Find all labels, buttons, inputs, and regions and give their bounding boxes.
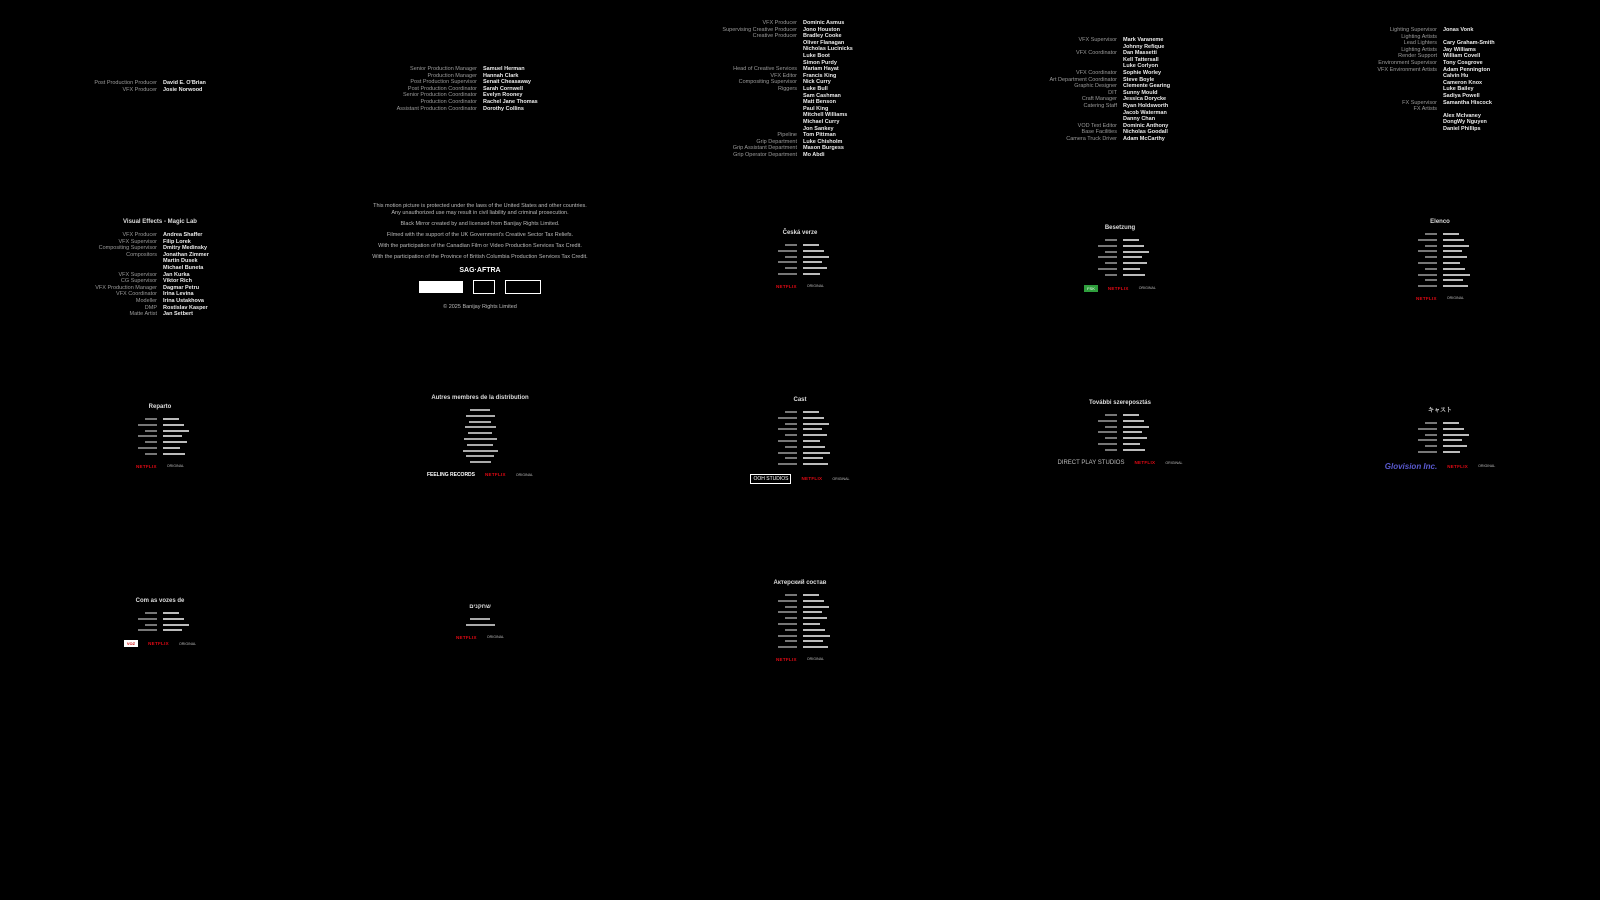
credits-grid	[1280, 27, 1600, 133]
credits-grid	[640, 410, 960, 468]
notice-line-2: Any unauthorized use may result in civil liability and criminal prosecution.	[391, 210, 569, 216]
credits-grid	[960, 37, 1280, 143]
logo-row	[960, 285, 1280, 292]
logo-row	[1280, 462, 1600, 471]
credit-name: Michael Buneta	[163, 264, 204, 271]
credit-role: Post Production Coordinator	[407, 85, 477, 92]
credit-name: Jacob Waterman	[1123, 109, 1167, 116]
illegible-role	[640, 645, 797, 651]
studio-logo: Glovision Inc.	[1384, 461, 1438, 471]
credit-role: Compositing Supervisor	[98, 245, 157, 252]
original-tag: ORIGINAL	[178, 641, 197, 646]
credits-list	[320, 617, 640, 629]
illegible-name	[1443, 284, 1600, 290]
illegible-role	[960, 448, 1117, 454]
credits-japanese	[1280, 405, 1600, 471]
credit-role: Graphic Designer	[1074, 83, 1117, 90]
credit-role	[960, 116, 1117, 123]
illegible-role	[960, 273, 1117, 279]
illegible-role	[1280, 284, 1437, 290]
russian-title: Актерский состав	[773, 580, 827, 586]
credit-role: DIT	[1108, 89, 1117, 96]
credit-role	[640, 99, 797, 106]
credit-name: Oliver Flanagan	[803, 39, 845, 46]
credit-role: VFX Production Manager	[95, 284, 157, 291]
original-tag: ORIGINAL	[1446, 296, 1465, 301]
credits-reparto	[0, 404, 320, 469]
hungarian-title: További szereposztás	[1089, 400, 1151, 406]
credits-czech	[640, 230, 960, 289]
credit-role	[1280, 113, 1437, 120]
credit-role	[640, 126, 797, 133]
credit-name: Matt Benson	[803, 99, 836, 106]
credit-role: Senior Production Manager	[410, 66, 477, 72]
netflix-logo: NETFLIX	[1134, 460, 1156, 466]
illegible-role	[640, 272, 797, 278]
credits-lighting	[1280, 27, 1600, 133]
credit-role	[1280, 73, 1437, 80]
credit-role: VFX Supervisor	[1078, 37, 1117, 43]
credit-role	[960, 57, 1117, 64]
illegible-line	[320, 623, 640, 629]
credit-name: Simon Purdy	[803, 59, 837, 66]
credit-name: Tony Cosgrove	[1443, 59, 1483, 66]
credit-name: Calvin Hu	[1443, 73, 1469, 80]
credit-role: DMP	[144, 304, 157, 311]
credit-name: Mariam Hayat	[803, 66, 839, 73]
credit-name: Nick Curry	[803, 79, 831, 86]
credit-name: Cameron Knox	[1443, 79, 1483, 86]
credit-role: Supervising Creative Producer	[722, 26, 797, 33]
credit-role	[960, 110, 1117, 117]
credit-role: Grip Assistant Department	[732, 145, 797, 152]
netflix-logo: NETFLIX	[1107, 285, 1129, 291]
credit-role: Lighting Supervisor	[1389, 27, 1437, 33]
logo-row	[0, 464, 320, 469]
illegible-name	[1123, 448, 1280, 454]
illegible-name	[163, 628, 320, 634]
credit-role	[1280, 86, 1437, 93]
credit-name: Evelyn Rooney	[483, 92, 523, 99]
credit-role: Render Support	[1398, 53, 1437, 60]
credit-role	[640, 112, 797, 119]
credit-name: Dominic Asmus	[803, 20, 845, 26]
credits-grid	[1280, 232, 1600, 290]
credit-name	[1443, 34, 1600, 41]
credit-name: Kell Tattersall	[1123, 56, 1159, 63]
notice-line-4: Filmed with the support of the UK Government's Creative Sector Tax Reliefs.	[386, 232, 574, 238]
credit-name: Jonas Vonk	[1443, 27, 1474, 33]
credits-grid	[320, 66, 640, 112]
credits-grid	[960, 238, 1280, 279]
credit-role: VFX Coordinator	[116, 291, 157, 298]
credit-name: Hannah Clark	[483, 72, 519, 79]
credit-name: Bradley Cooke	[803, 33, 842, 40]
credit-name: Irina Levina	[163, 291, 194, 298]
union-logo-row	[320, 267, 640, 274]
credit-role: VFX Producer	[762, 20, 797, 26]
credit-role: Grip Department	[756, 138, 797, 145]
cast-title: Cast	[793, 397, 807, 403]
credit-name: Dmitry Medinsky	[163, 245, 208, 252]
credit-role	[1280, 119, 1437, 126]
credits-list	[320, 408, 640, 466]
netflix-logo: NETFLIX	[775, 283, 797, 289]
credit-role: VFX Coordinator	[1076, 69, 1117, 76]
credit-name: Danny Chan	[1123, 116, 1156, 123]
credit-role	[640, 106, 797, 113]
credit-name: Jessica Dorycke	[1123, 96, 1167, 103]
notice-line-5: With the participation of the Canadian Film or Video Production Services Tax Credit.	[378, 243, 582, 249]
credit-role: Catering Staff	[1083, 102, 1117, 109]
credits-russian	[640, 580, 960, 662]
logo-row	[320, 472, 640, 478]
credit-role: FX Supervisor	[1402, 99, 1437, 106]
credit-name: Martin Dusek	[163, 258, 198, 265]
ontario-logo	[473, 280, 495, 294]
reparto-title: Reparto	[148, 404, 172, 410]
credit-role: VFX Editor	[770, 72, 797, 79]
credit-name: Nicholas Lucinicks	[803, 46, 853, 53]
studio-logo: DIRECT PLAY STUDIOS	[1057, 459, 1125, 466]
credit-name: Samantha Hiscock	[1443, 99, 1492, 106]
original-tag: ORIGINAL	[806, 657, 825, 662]
credit-name: Cary Graham-Smith	[1443, 40, 1495, 47]
original-tag: ORIGINAL	[1478, 464, 1496, 469]
credit-name: Jono Houston	[803, 26, 840, 33]
studio-logo: FEELING RECORDS	[426, 471, 475, 478]
credits-vfx	[0, 219, 320, 318]
credit-name: Rachel Jane Thomas	[483, 98, 538, 105]
credit-name: Jan Kurka	[163, 271, 190, 278]
credit-role: Lighting Artists	[1401, 33, 1437, 40]
credit-name: Mark Varaneme	[1123, 37, 1164, 43]
credit-role: Camera Truck Driver	[1066, 135, 1117, 142]
netflix-logo: NETFLIX	[455, 634, 477, 640]
credit-role: Assistant Production Coordinator	[396, 105, 477, 112]
credit-role	[640, 93, 797, 100]
logo-row	[960, 460, 1280, 466]
netflix-logo: NETFLIX	[135, 463, 157, 469]
credit-role: VOD Text Editor	[1077, 122, 1117, 129]
logo-row	[1280, 296, 1600, 301]
credit-role: CG Supervisor	[120, 278, 157, 285]
illegible-name	[1123, 273, 1280, 279]
credit-role: Post Production Supervisor	[410, 79, 477, 86]
original-tag: ORIGINAL	[1138, 286, 1156, 291]
credit-role	[640, 46, 797, 53]
illegible-name	[163, 452, 320, 458]
credit-role: Head of Creative Services	[733, 66, 797, 73]
credit-role: Post Production Producer	[94, 80, 157, 86]
credits-hebrew	[320, 604, 640, 640]
credit-name: Jan Setbert	[163, 311, 193, 318]
credits-grid	[640, 593, 960, 651]
netflix-logo: NETFLIX	[1447, 463, 1469, 469]
credits-production	[320, 66, 640, 112]
credit-role: Riggers	[778, 85, 797, 92]
credit-name: Sam Cashman	[803, 92, 841, 99]
logo-row	[640, 284, 960, 289]
credit-role: Base Facilities	[1081, 129, 1117, 136]
credit-name: Luke Bailey	[1443, 86, 1474, 93]
credit-role	[1280, 80, 1437, 87]
credit-name: Daniel Phillips	[1443, 125, 1481, 132]
credit-role: Modeller	[135, 297, 157, 304]
japanese-title: キャスト	[1427, 408, 1452, 414]
credit-role	[0, 258, 157, 265]
illegible-line	[320, 460, 640, 466]
credit-role	[960, 44, 1117, 51]
credit-role: FX Artists	[1413, 106, 1437, 113]
original-tag: ORIGINAL	[166, 464, 185, 469]
credit-name: Adam McCarthy	[1123, 135, 1165, 142]
netflix-logo: NETFLIX	[1415, 295, 1437, 301]
credit-role: VFX Producer	[122, 86, 157, 93]
notice-line-6: With the participation of the Province of British Columbia Production Services Tax Credit.	[372, 254, 588, 260]
credits-portuguese-voices	[0, 598, 320, 647]
credits-grid	[1280, 421, 1600, 456]
credit-name: Luke Bull	[803, 85, 828, 92]
credits-grid	[0, 80, 320, 93]
credit-name: Alex McIvaney	[1443, 112, 1481, 119]
netflix-logo: NETFLIX	[801, 476, 823, 482]
credit-name: Samuel Herman	[483, 66, 525, 72]
credit-name: Mo Abdi	[803, 151, 825, 158]
credits-grid	[0, 611, 320, 634]
credit-name: David E. O'Brian	[163, 80, 206, 86]
quebec-logo	[505, 280, 541, 294]
original-tag: ORIGINAL	[1165, 460, 1183, 465]
credit-name: Nicholas Goodall	[1123, 129, 1168, 136]
credit-role: Environment Supervisor	[1378, 59, 1437, 66]
credit-name: DongWy Nguyen	[1443, 119, 1487, 126]
credit-name: Paul King	[803, 105, 829, 112]
credit-name: Jay Williams	[1443, 46, 1476, 53]
credit-name: Jonathan Zimmer	[163, 251, 209, 258]
credit-name: Ryan Holdsworth	[1123, 102, 1169, 109]
notice-line-3: Black Mirror created by and licensed from Banijay Rights Limited.	[400, 221, 560, 227]
credit-role: Senior Production Coordinator	[403, 92, 477, 99]
credit-name: Sadiya Powell	[1443, 92, 1480, 99]
voice-badge: VOZ	[124, 640, 138, 647]
credit-role: Production Coordinator	[420, 98, 477, 105]
credit-name: Luke Boot	[803, 52, 830, 59]
illegible-name	[803, 645, 960, 651]
credit-name: Luke Chisholm	[803, 138, 843, 145]
original-tag: ORIGINAL	[806, 284, 825, 289]
credit-role	[640, 60, 797, 67]
credit-role	[640, 119, 797, 126]
credit-name: Steve Boyle	[1123, 76, 1155, 83]
illegible-role	[0, 452, 157, 458]
credit-name: Tom Pittman	[803, 132, 836, 139]
credit-name: Senait Cheasaway	[483, 79, 531, 86]
original-tag: ORIGINAL	[832, 476, 850, 481]
credit-name: Michael Curry	[803, 118, 840, 125]
credit-role	[640, 53, 797, 60]
credits-crew-mid	[640, 20, 960, 158]
credit-name: Dan Massetti	[1123, 50, 1157, 57]
credit-name: Adam Pennington	[1443, 66, 1491, 73]
credit-name: Sophie Worley	[1123, 69, 1162, 76]
credit-role: VFX Environment Artists	[1377, 66, 1437, 73]
credit-name	[1443, 106, 1600, 113]
credits-french	[320, 395, 640, 478]
netflix-logo: NETFLIX	[775, 656, 797, 662]
credit-role: Craft Manager	[1081, 96, 1117, 103]
credit-role: VFX Producer	[122, 232, 157, 238]
credit-role: Lighting Artists	[1401, 46, 1437, 53]
illegible-role	[1280, 450, 1437, 456]
credit-name: Andrea Shaffer	[163, 232, 203, 238]
credit-role: Pipeline	[777, 132, 797, 139]
illegible-name	[1443, 450, 1600, 456]
credits-grid	[0, 232, 320, 318]
credit-name: Josie Norwood	[163, 86, 203, 93]
partner-logo-row	[320, 280, 640, 294]
credit-role: VFX Coordinator	[1076, 50, 1117, 57]
illegible-role	[640, 462, 797, 468]
voices-title: Com as vozes de	[135, 598, 185, 604]
credit-role	[1280, 126, 1437, 133]
credit-name: Irina Ustakhova	[163, 297, 204, 304]
original-tag: ORIGINAL	[486, 635, 505, 640]
french-title: Autres membres de la distribution	[431, 395, 529, 401]
sag-aftra-logo: SAG·AFTRA	[459, 267, 501, 274]
credits-grid	[960, 413, 1280, 454]
credit-role	[640, 40, 797, 47]
credit-name: Clemente Gearing	[1123, 83, 1171, 90]
logo-row	[0, 640, 320, 647]
notice-line-1: This motion picture is protected under the laws of the United States and other countries.	[373, 203, 587, 209]
credit-role: Art Department Coordinator	[1049, 76, 1117, 83]
credit-role: Matte Artist	[129, 311, 157, 318]
credits-hungarian	[960, 400, 1280, 466]
original-tag: ORIGINAL	[515, 472, 534, 477]
credit-role	[0, 265, 157, 272]
credit-name: Jon Sankey	[803, 125, 834, 132]
credits-post	[0, 80, 320, 93]
credit-name: Sarah Cornwell	[483, 85, 524, 92]
credits-crew-right	[960, 37, 1280, 143]
credit-role	[960, 63, 1117, 70]
logo-row	[640, 474, 960, 484]
credit-name: Dorothy Collins	[483, 105, 524, 112]
credits-grid	[0, 417, 320, 458]
credits-german	[960, 225, 1280, 292]
illegible-name	[803, 272, 960, 278]
elenco-title: Elenco	[1430, 219, 1450, 225]
netflix-logo: NETFLIX	[148, 641, 169, 647]
credit-role: Compositing Supervisor	[738, 79, 797, 86]
illegible-name	[803, 462, 960, 468]
credits-portuguese-cast	[1280, 219, 1600, 301]
credit-name: Sunny Mould	[1123, 89, 1158, 96]
credit-name: William Covell	[1443, 53, 1481, 60]
credit-name: Francis King	[803, 72, 837, 79]
czech-title: Česká verze	[782, 230, 818, 236]
credit-role: Grip Operator Department	[733, 151, 797, 158]
credit-role: VFX Supervisor	[118, 238, 157, 245]
credit-name: Johnny Refique	[1123, 43, 1165, 50]
logo-row	[640, 657, 960, 662]
credit-name: Dagmar Petru	[163, 284, 200, 291]
credit-role: Compositors	[126, 251, 157, 258]
copyright: © 2025 Banijay Rights Limited	[443, 304, 517, 310]
illegible-role	[0, 628, 157, 634]
credit-role	[1280, 93, 1437, 100]
fsk-badge: FSK	[1084, 285, 1098, 292]
credit-role: Lead Lighters	[1403, 40, 1437, 47]
logo-row	[320, 635, 640, 640]
legal-notice	[320, 203, 640, 311]
credit-name: Dominic Anthony	[1123, 122, 1169, 129]
credit-role: VFX Supervisor	[118, 271, 157, 278]
credit-name: Viktor Rich	[163, 278, 192, 285]
credit-name: Luke Corlyon	[1123, 63, 1159, 70]
hebrew-title: שחקנים	[469, 604, 491, 610]
german-title: Besetzung	[1104, 225, 1136, 231]
credits-cast	[640, 397, 960, 484]
credit-role: Production Manager	[427, 72, 477, 79]
vfx-title: Visual Effects - Magic Lab	[123, 219, 197, 225]
credit-name: Mitchell Williams	[803, 112, 848, 119]
credit-name: Filip Lorek	[163, 238, 191, 245]
credits-grid	[640, 20, 960, 158]
credit-role: Creative Producer	[752, 33, 797, 40]
studio-logo: OOH STUDIOS	[750, 474, 791, 484]
credit-name: Mason Burgess	[803, 145, 844, 152]
credits-grid	[640, 243, 960, 278]
credit-name: Rostislav Kasper	[163, 304, 208, 311]
bc-film-logo	[419, 281, 463, 293]
netflix-logo: NETFLIX	[485, 472, 506, 478]
